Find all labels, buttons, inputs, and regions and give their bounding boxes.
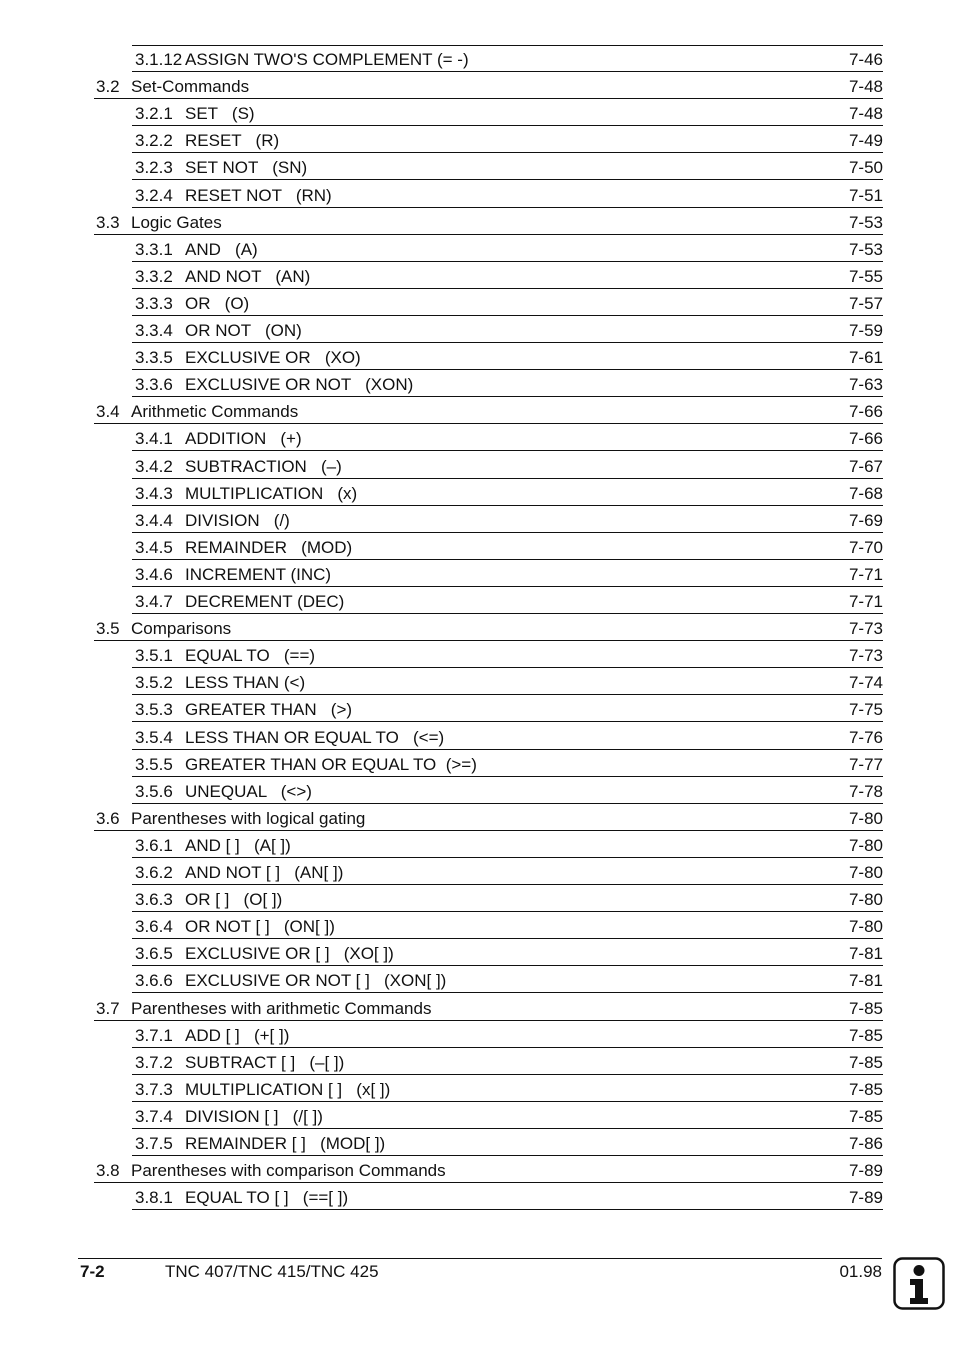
toc-number: 3.5.2 xyxy=(135,673,173,693)
toc-page-number: 7-77 xyxy=(848,754,883,774)
toc-page-number: 7-46 xyxy=(848,50,883,69)
toc-section-row xyxy=(94,614,883,641)
toc-page-number: 7-75 xyxy=(848,700,883,720)
toc-page-number: 7-73 xyxy=(848,619,883,639)
toc-title: EXCLUSIVE OR NOT [ ] (XON[ ]) xyxy=(185,971,447,991)
toc-title: Logic Gates xyxy=(131,212,222,232)
toc-number: 3.6 xyxy=(96,808,120,828)
toc-title: LESS THAN OR EQUAL TO (<=) xyxy=(185,727,445,747)
toc-page-number: 7-59 xyxy=(848,321,883,340)
toc-number: 3.2.2 xyxy=(135,131,173,151)
toc-title: MULTIPLICATION (x) xyxy=(185,483,358,503)
toc-title: INCREMENT (INC) xyxy=(185,564,332,584)
toc-page-number: 7-85 xyxy=(848,1025,883,1045)
toc-number: 3.3.2 xyxy=(135,266,173,286)
toc-number: 3.8 xyxy=(96,1161,120,1181)
toc-page-number: 7-85 xyxy=(848,998,883,1018)
toc-number: 3.7.5 xyxy=(135,1134,173,1153)
toc-number: 3.7 xyxy=(96,998,120,1018)
toc-page-number: 7-80 xyxy=(848,917,883,937)
toc-number: 3.2.3 xyxy=(135,158,173,178)
toc-number: 3.7.3 xyxy=(135,1079,173,1099)
toc-page-number: 7-80 xyxy=(848,835,883,855)
toc-section-row xyxy=(94,1156,883,1183)
toc-entry-row xyxy=(132,316,883,343)
toc-page-number: 7-66 xyxy=(848,402,883,422)
toc-number: 3.3.1 xyxy=(135,239,173,259)
toc-entry-row xyxy=(132,1183,883,1210)
toc-title: DECREMENT (DEC) xyxy=(185,592,345,611)
toc-number: 3.3 xyxy=(96,212,120,232)
toc-section-row xyxy=(94,72,883,99)
toc-number: 3.7.1 xyxy=(135,1025,173,1045)
toc-number: 3.6.5 xyxy=(135,944,173,964)
toc-section-row xyxy=(94,994,883,1021)
toc-page-number: 7-89 xyxy=(848,1188,883,1208)
toc-entry-row xyxy=(132,1075,883,1102)
toc-title: AND (A) xyxy=(185,239,258,259)
toc-page-number: 7-80 xyxy=(848,863,883,882)
toc-title: SUBTRACTION (–) xyxy=(185,456,342,476)
toc-entry-row xyxy=(132,289,883,316)
toc-number: 3.5 xyxy=(96,619,120,639)
toc-title: EQUAL TO (==) xyxy=(185,646,316,666)
toc-page-number: 7-53 xyxy=(848,239,883,259)
footer-page-number: 7-2 xyxy=(80,1262,105,1281)
toc-page-number: 7-66 xyxy=(848,429,883,449)
toc-title: Comparisons xyxy=(131,619,232,639)
toc-number: 3.5.1 xyxy=(135,646,173,666)
toc-page-number: 7-71 xyxy=(848,592,883,611)
toc-entry-row xyxy=(132,912,883,939)
toc-title: ASSIGN TWO'S COMPLEMENT (= -) xyxy=(185,50,469,69)
toc-entry-row xyxy=(132,153,883,180)
toc-title: OR NOT (ON) xyxy=(185,321,302,340)
toc-page-number: 7-53 xyxy=(848,212,883,232)
toc-page-number: 7-80 xyxy=(848,808,883,828)
toc-number: 3.2.1 xyxy=(135,104,173,124)
toc-page-number: 7-51 xyxy=(848,185,883,205)
toc-title: AND NOT [ ] (AN[ ]) xyxy=(185,863,344,882)
toc-entry-row xyxy=(132,939,883,966)
toc-number: 3.6.4 xyxy=(135,917,173,937)
toc-entry-row xyxy=(132,1129,883,1156)
toc-number: 3.3.4 xyxy=(135,321,173,340)
toc-page-number: 7-85 xyxy=(848,1079,883,1099)
toc-section-row xyxy=(94,397,883,424)
toc-entry-row xyxy=(132,587,883,614)
toc-page-number: 7-68 xyxy=(848,483,883,503)
toc-page-number: 7-85 xyxy=(848,1106,883,1126)
toc-page-number: 7-61 xyxy=(848,348,883,368)
toc-title: OR (O) xyxy=(185,293,250,313)
toc-number: 3.2 xyxy=(96,77,120,97)
toc-title: EXCLUSIVE OR NOT (XON) xyxy=(185,375,414,395)
toc-entry-row xyxy=(132,695,883,722)
toc-title: Parentheses with arithmetic Commands xyxy=(131,998,432,1018)
toc-number: 3.4 xyxy=(96,402,120,422)
toc-page-number: 7-48 xyxy=(848,104,883,124)
toc-number: 3.7.4 xyxy=(135,1106,173,1126)
toc-entry-row xyxy=(132,750,883,777)
toc-page-number: 7-57 xyxy=(848,293,883,313)
toc-entry-row xyxy=(132,99,883,126)
toc-title: ADDITION (+) xyxy=(185,429,302,449)
toc-title: GREATER THAN (>) xyxy=(185,700,353,720)
toc-title: RESET NOT (RN) xyxy=(185,185,332,205)
toc-entry-row xyxy=(132,181,883,208)
toc-entry-row xyxy=(132,506,883,533)
toc-entry-row xyxy=(132,1021,883,1048)
toc-entry-row xyxy=(132,668,883,695)
toc-section-row xyxy=(94,804,883,831)
toc-title: LESS THAN (<) xyxy=(185,673,306,693)
toc-number: 3.6.6 xyxy=(135,971,173,991)
toc-number: 3.6.2 xyxy=(135,863,173,882)
toc-number: 3.4.2 xyxy=(135,456,173,476)
toc-entry-row xyxy=(132,831,883,858)
toc-page-number: 7-63 xyxy=(848,375,883,395)
toc-number: 3.3.6 xyxy=(135,375,173,395)
toc-number: 3.5.3 xyxy=(135,700,173,720)
toc-entry-row xyxy=(132,641,883,668)
toc-page-number: 7-81 xyxy=(848,944,883,964)
toc-number: 3.3.3 xyxy=(135,293,173,313)
toc-title: DIVISION (/) xyxy=(185,510,290,530)
toc-page-number: 7-48 xyxy=(848,77,883,97)
toc-page-number: 7-49 xyxy=(848,131,883,151)
toc-title: SUBTRACT [ ] (–[ ]) xyxy=(185,1052,345,1072)
toc-page-number: 7-73 xyxy=(848,646,883,666)
toc-number: 3.1.12 xyxy=(135,50,183,69)
toc-page-number: 7-70 xyxy=(848,537,883,557)
toc-entry-row xyxy=(132,45,883,72)
toc-number: 3.5.4 xyxy=(135,727,173,747)
toc-entry-row xyxy=(132,424,883,451)
toc-entry-row xyxy=(132,370,883,397)
toc-entry-row xyxy=(132,479,883,506)
toc-entry-row xyxy=(132,966,883,993)
toc-number: 3.4.7 xyxy=(135,592,173,611)
toc-number: 3.4.4 xyxy=(135,510,173,530)
footer-rule xyxy=(78,1258,882,1259)
toc-title: ADD [ ] (+[ ]) xyxy=(185,1025,290,1045)
toc-section-row xyxy=(94,208,883,235)
toc-entry-row xyxy=(132,126,883,153)
toc-number: 3.5.6 xyxy=(135,781,173,801)
toc-entry-row xyxy=(132,1048,883,1075)
toc-number: 3.4.3 xyxy=(135,483,173,503)
toc-entry-row xyxy=(132,858,883,885)
toc-entry-row xyxy=(132,533,883,560)
toc-entry-row xyxy=(132,560,883,587)
toc-entry-row xyxy=(132,343,883,370)
toc-number: 3.4.6 xyxy=(135,564,173,584)
toc-page-number: 7-67 xyxy=(848,456,883,476)
toc-number: 3.4.1 xyxy=(135,429,173,449)
toc-title: Set-Commands xyxy=(131,77,250,97)
footer-model: TNC 407/TNC 415/TNC 425 xyxy=(165,1262,379,1281)
toc-entry-row xyxy=(132,235,883,262)
toc-title: RESET (R) xyxy=(185,131,280,151)
toc-page-number: 7-55 xyxy=(848,266,883,286)
toc-title: UNEQUAL (<>) xyxy=(185,781,312,801)
toc-page-number: 7-69 xyxy=(848,510,883,530)
toc-page-number: 7-86 xyxy=(848,1134,883,1153)
footer-date: 01.98 xyxy=(839,1262,882,1281)
toc-page-number: 7-81 xyxy=(848,971,883,991)
toc-page-number: 7-80 xyxy=(848,890,883,910)
toc-entry-row xyxy=(132,723,883,750)
toc-number: 3.3.5 xyxy=(135,348,173,368)
toc-title: Parentheses with logical gating xyxy=(131,808,366,828)
toc-title: Arithmetic Commands xyxy=(131,402,299,422)
toc-title: AND NOT (AN) xyxy=(185,266,311,286)
toc-title: EXCLUSIVE OR [ ] (XO[ ]) xyxy=(185,944,394,964)
toc-entry-row xyxy=(132,262,883,289)
toc-number: 3.2.4 xyxy=(135,185,173,205)
toc-page-number: 7-78 xyxy=(848,781,883,801)
toc-page-number: 7-50 xyxy=(848,158,883,178)
toc-title: EQUAL TO [ ] (==[ ]) xyxy=(185,1188,349,1208)
toc-title: OR NOT [ ] (ON[ ]) xyxy=(185,917,335,937)
toc-number: 3.8.1 xyxy=(135,1188,173,1208)
toc-title: REMAINDER [ ] (MOD[ ]) xyxy=(185,1134,386,1153)
toc-number: 3.6.3 xyxy=(135,890,173,910)
info-icon xyxy=(893,1257,945,1310)
toc-title: SET (S) xyxy=(185,104,255,124)
toc-number: 3.6.1 xyxy=(135,835,173,855)
toc-entry-row xyxy=(132,452,883,479)
toc-number: 3.7.2 xyxy=(135,1052,173,1072)
toc-page-number: 7-71 xyxy=(848,564,883,584)
toc-title: OR [ ] (O[ ]) xyxy=(185,890,283,910)
toc-entry-row xyxy=(132,885,883,912)
toc-title: GREATER THAN OR EQUAL TO (>=) xyxy=(185,754,477,774)
toc-title: AND [ ] (A[ ]) xyxy=(185,835,291,855)
toc-page-number: 7-89 xyxy=(848,1161,883,1181)
toc-number: 3.5.5 xyxy=(135,754,173,774)
toc-title: Parentheses with comparison Commands xyxy=(131,1161,446,1181)
toc-entry-row xyxy=(132,777,883,804)
toc-page-number: 7-76 xyxy=(848,727,883,747)
toc-entry-row xyxy=(132,1102,883,1129)
toc-title: SET NOT (SN) xyxy=(185,158,308,178)
toc-title: DIVISION [ ] (/[ ]) xyxy=(185,1106,323,1126)
toc-number: 3.4.5 xyxy=(135,537,173,557)
toc-title: MULTIPLICATION [ ] (x[ ]) xyxy=(185,1079,391,1099)
toc-title: REMAINDER (MOD) xyxy=(185,537,353,557)
toc-page-number: 7-85 xyxy=(848,1052,883,1072)
toc-title: EXCLUSIVE OR (XO) xyxy=(185,348,361,368)
toc-page-number: 7-74 xyxy=(848,673,883,693)
